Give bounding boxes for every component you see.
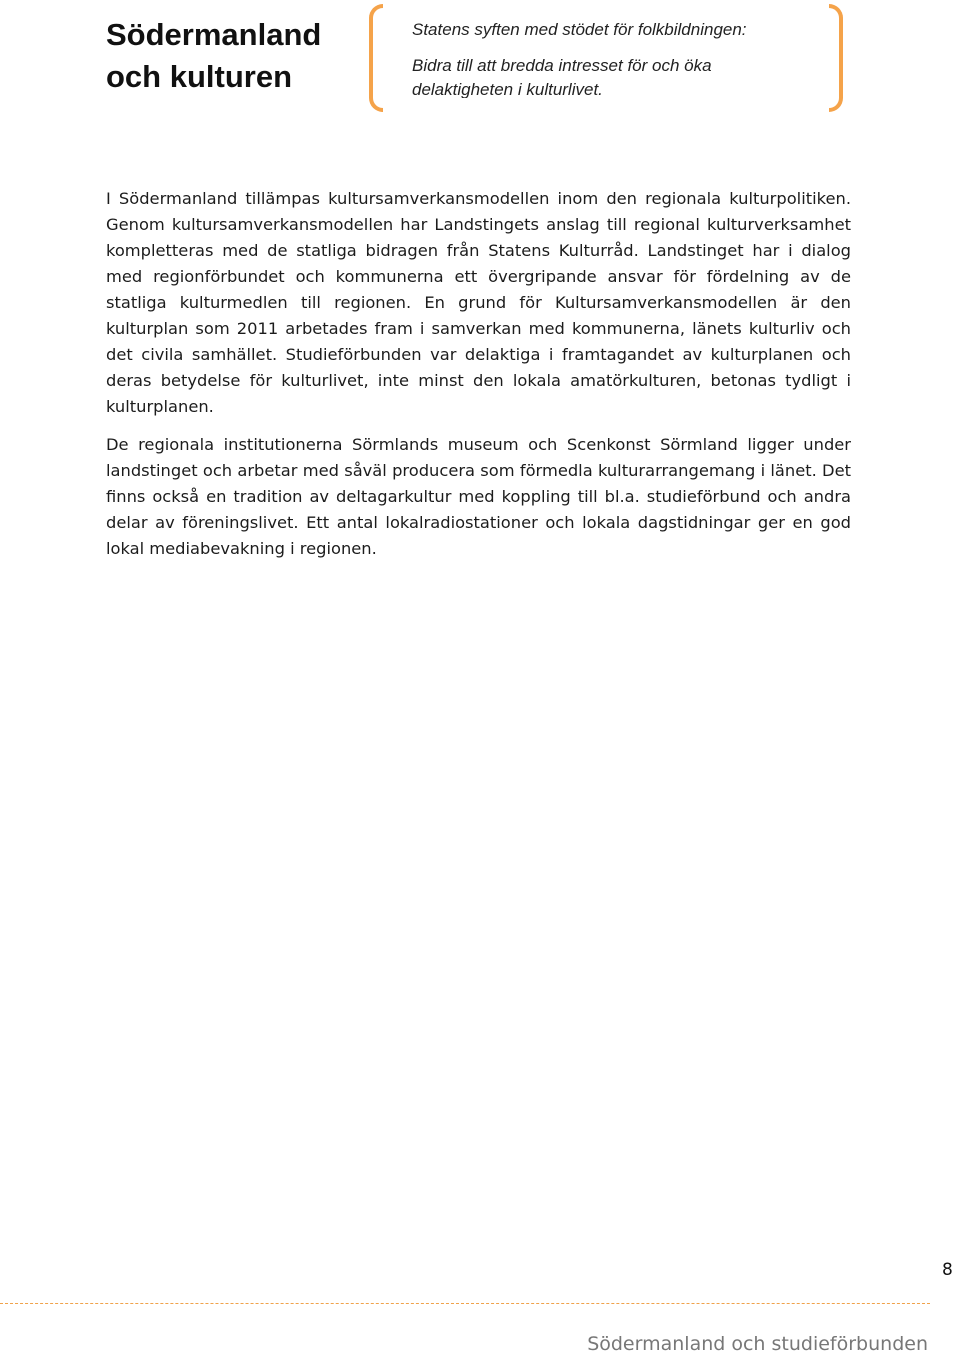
quote-heading: Statens syften med stödet för folkbildningen:	[412, 20, 747, 39]
page-title	[106, 14, 346, 98]
title-line-2: och kulturen	[106, 59, 293, 94]
left-bracket-decoration	[369, 4, 383, 112]
footer-text: Södermanland och studieförbunden	[587, 1333, 928, 1355]
quote-body: Bidra till att bredda intresset för och öka delaktigheten i kulturlivet.	[412, 56, 712, 98]
quote-box	[412, 18, 812, 98]
footer-rule	[0, 1303, 930, 1304]
right-bracket-decoration	[829, 4, 843, 112]
title-line-1: Södermanland	[106, 17, 322, 52]
paragraph-1: I Södermanland tillämpas kultursamverkansmodellen inom den regionala kulturpolitiken. Genom kultursamverkansmodellen har Landstingets anslag till regional kulturverksamhet kompletteras med de statliga bidragen från Statens Kulturråd. Landstinget har i dialog med regionförbundet och kommunerna ett övergripande ansvar för fördelning av de statliga kulturmedlen till regionen. En grund för Kultursamverkansmodellen är den kulturplan som 2011 arbetades fram i samverkan med kommunerna, länets kulturliv och det civila samhället. Studieförbunden var delaktiga i framtagandet av kulturplanen och deras betydelse för kulturlivet, inte minst den lokala amatörkulturen, betonas tydligt i kulturplanen.	[106, 189, 851, 416]
page-number: 8	[942, 1260, 953, 1280]
body-text	[106, 186, 851, 574]
paragraph-2: De regionala institutionerna Sörmlands museum och Scenkonst Sörmland ligger under landstinget och arbetar med såväl producera som förmedla kulturarrangemang i länet. Det finns också en tradition av deltagarkultur med koppling till bl.a. studieförbund och andra delar av föreningslivet. Ett antal lokalradiostationer och lokala dagstidningar ger en god lokal mediabevakning i regionen.	[106, 435, 851, 558]
